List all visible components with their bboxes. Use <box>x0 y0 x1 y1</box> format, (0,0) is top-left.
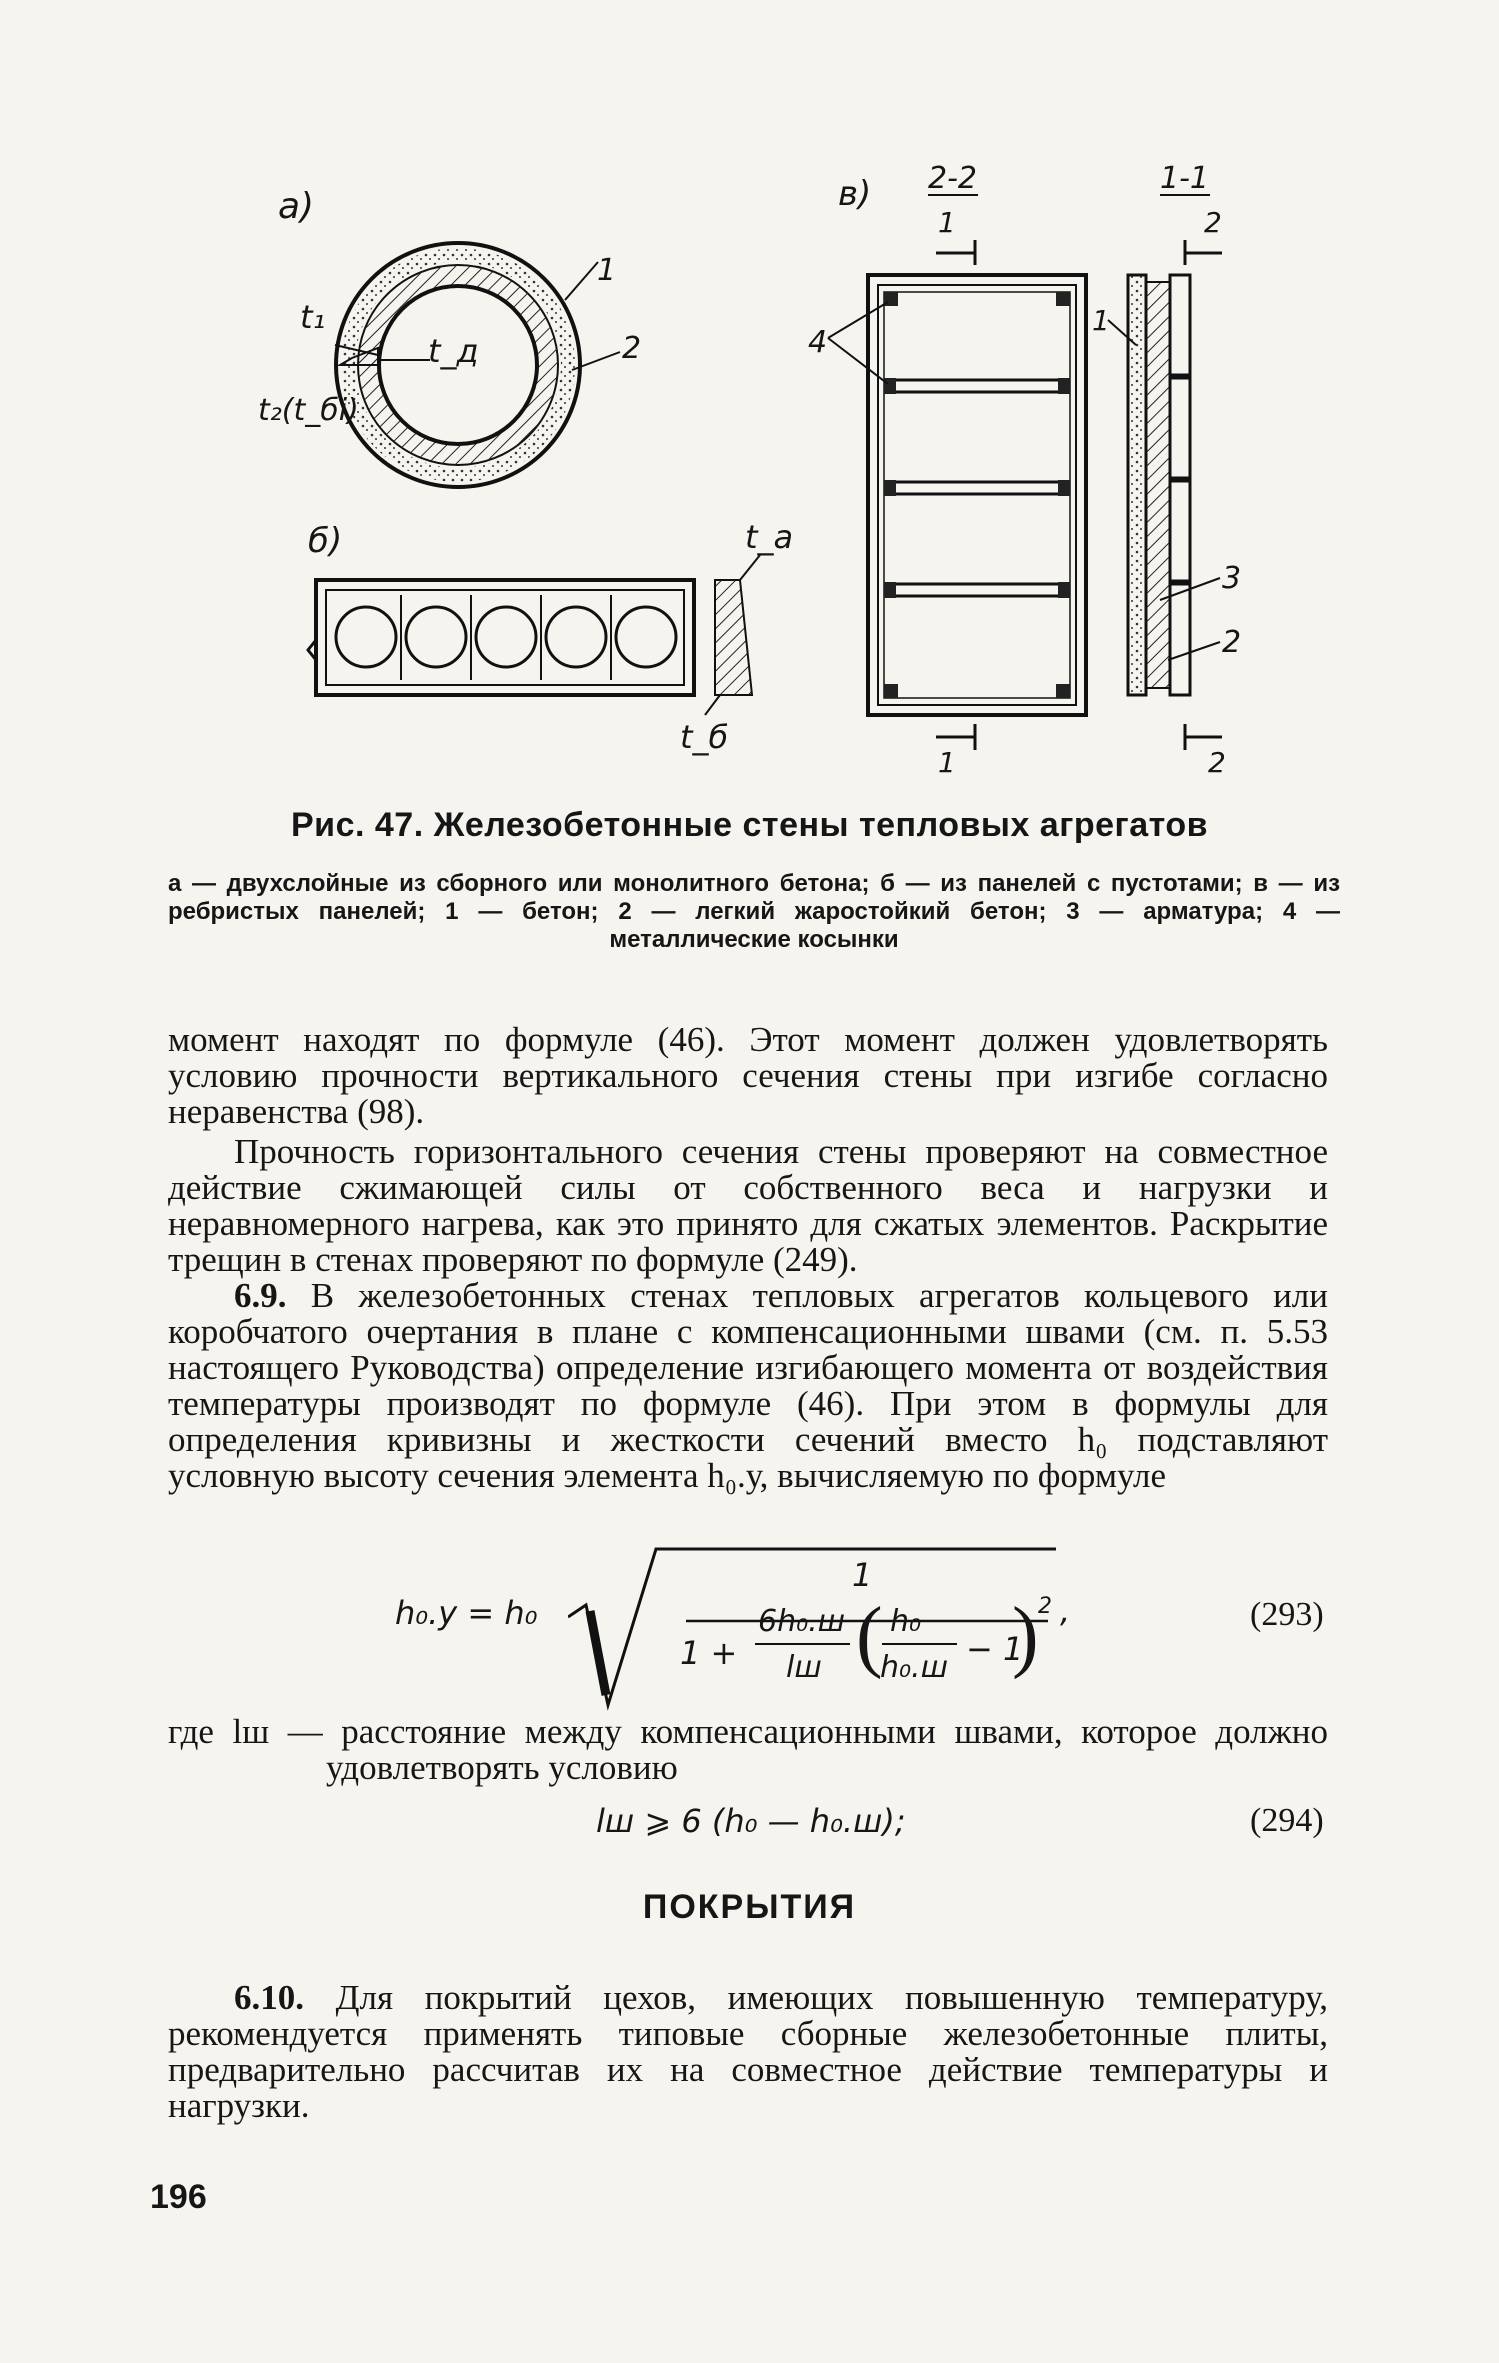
formula-293-number: (293) <box>1250 1596 1324 1633</box>
paren-left: ( <box>856 1592 883 1680</box>
void-2 <box>406 607 466 667</box>
label-v: в) <box>838 174 872 214</box>
paragraph-3-text: В железобетонных стенах тепловых агрегатов кольцевого или коробчатого очертания в плане с компенсационными швами (см. п. 5.53 настоящего Руководства) определение изгибающего момента от воздействия температуры производят по формуле (46). При этом в формулы для определения кривизны и жесткости сечений вместо h₀ подставляют условную высоту сечения элемента h₀.у, вычисляемую по формуле <box>168 1276 1329 1495</box>
label-b: б) <box>308 521 343 561</box>
hollow-panel-diagram <box>308 518 793 756</box>
formula-293-frac-num: 6h₀.ш <box>758 1604 846 1639</box>
formula-294-expression: lш ⩾ 6 (h₀ — h₀.ш); <box>596 1802 906 1840</box>
paragraph-1: момент находят по формуле (46). Этот момент должен удовлетворять условию прочности вертикального сечения стены при изгибе согласно неравенства (98). <box>168 1020 1328 1131</box>
paren-right: ) <box>1012 1592 1039 1680</box>
formula-293-one-plus: 1 + <box>680 1634 738 1672</box>
paragraph-3 <box>168 1278 1328 1494</box>
ribbed-section-light <box>1146 282 1170 688</box>
paragraph-2: Прочность горизонтального сечения стены проверяют на совместное действие сжимающей силы от собственного веса и нагрузки и неравномерного нагрева, как это принято для сжатых элементов. Раскрытие трещин в стенах проверяют по формуле (249). <box>168 1132 1328 1279</box>
figure-caption-title: Рис. 47. Железобетонные стены тепловых агрегатов <box>291 806 1208 844</box>
label-td: t_д <box>428 332 479 370</box>
label-t2: t₂(t_бі) <box>258 393 359 428</box>
clause-number-6-10: 6.10. <box>234 1978 304 2017</box>
page-number: 196 <box>150 2178 207 2216</box>
label-ring-2: 2 <box>622 331 642 366</box>
formula-293-minus-one: − 1 <box>966 1630 1024 1668</box>
ring-wall-diagram <box>258 186 641 487</box>
figure-47 <box>0 0 1499 800</box>
ribbed-section-concrete <box>1128 275 1146 695</box>
label-t1: t₁ <box>300 298 326 336</box>
section-title: ПОКРЫТИЯ <box>642 1888 857 1926</box>
formula-293-comma: , <box>1060 1592 1071 1630</box>
label-a: а) <box>278 186 315 227</box>
formula-293-frac-den: lш <box>786 1650 822 1685</box>
formula-294-number: (294) <box>1250 1802 1324 1839</box>
formula-293-inner-num: h₀ <box>890 1604 922 1639</box>
figure-caption-body: а — двухслойные из сборного или монолитного бетона; б — из панелей с пустотами; в — из ребристых панелей; 1 — бетон; 2 — легкий жаростойкий бетон; 3 — арматура; 4 — металлические косынки <box>168 870 1340 953</box>
paragraph-4-text: Для покрытий цехов, имеющих повышенную температуру, рекомендуется применять типовые сборные железобетонные плиты, предварительно рассчитав их на совместное действие температуры и нагрузки. <box>168 1978 1329 2125</box>
formula-293-exponent: 2 <box>1038 1594 1052 1619</box>
panel-outline <box>316 580 694 695</box>
label-sec22: 2-2 <box>928 161 977 196</box>
void-1 <box>336 607 396 667</box>
ribbed-panel-diagram <box>808 161 1241 779</box>
label-2-side: 2 <box>1222 625 1242 660</box>
where-clause: где lш — расстояние между компенсационными швами, которое должно удовлетворять условию <box>168 1712 1328 1787</box>
label-tb: t_б <box>680 718 729 756</box>
formula-293-numerator: 1 <box>852 1556 873 1594</box>
label-3: 3 <box>1222 561 1242 596</box>
label-1-top: 1 <box>938 206 956 239</box>
label-2-bottom: 2 <box>1208 746 1226 779</box>
void-5 <box>616 607 676 667</box>
label-2-top: 2 <box>1204 206 1222 239</box>
label-sec11: 1-1 <box>1160 161 1209 196</box>
paragraph-4 <box>168 1980 1328 2124</box>
clause-number-6-9: 6.9. <box>234 1276 287 1315</box>
label-1-bottom: 1 <box>938 746 956 779</box>
label-1-side: 1 <box>1092 304 1110 337</box>
formula-293-inner-den: h₀.ш <box>880 1650 949 1685</box>
label-ring-1: 1 <box>597 253 617 288</box>
label-ta: t_а <box>745 518 794 556</box>
void-3 <box>476 607 536 667</box>
label-4: 4 <box>808 325 828 360</box>
formula-293-lhs: h₀.у = h₀ <box>395 1594 538 1632</box>
temp-gradient-panel <box>715 580 752 695</box>
void-4 <box>546 607 606 667</box>
